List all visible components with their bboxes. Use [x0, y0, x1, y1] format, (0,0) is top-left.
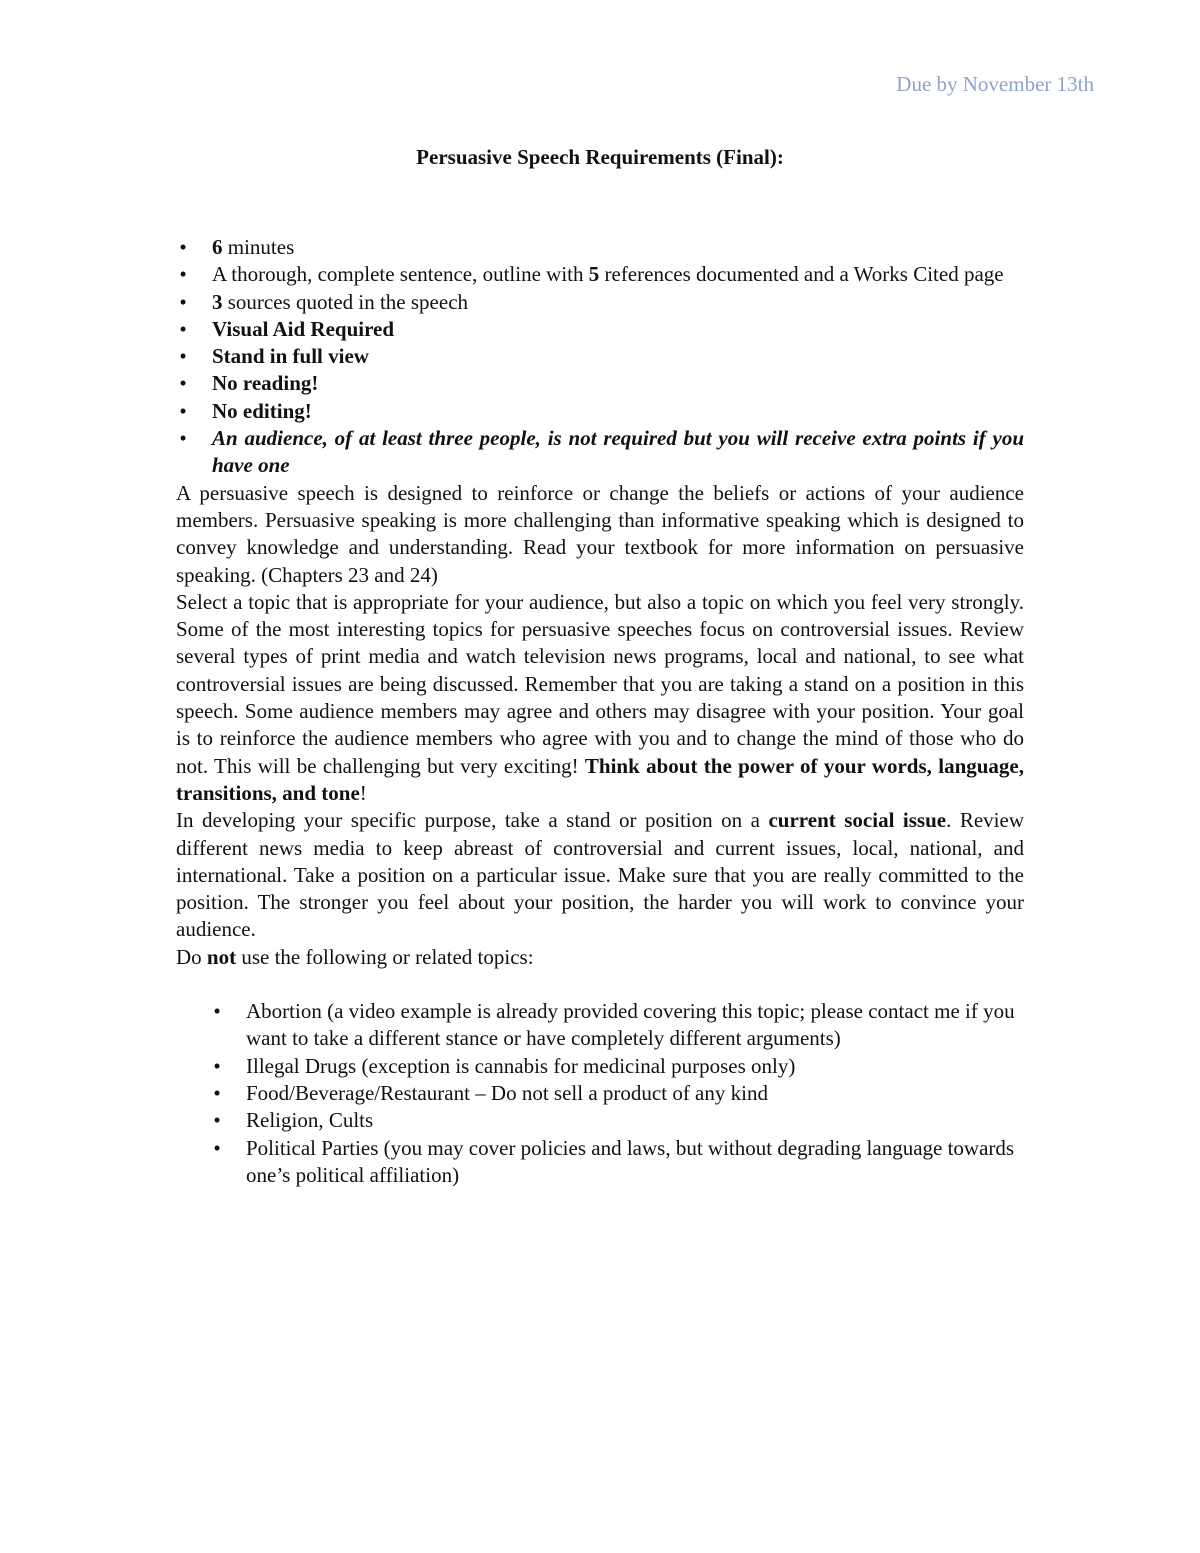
- bullet-icon: •: [213, 1053, 221, 1078]
- requirement-text: No reading!: [212, 371, 319, 396]
- paragraph-text: . Review different news media to keep abreast of controversial and current issues, local, national, and international. Take a position on a particular issue. Make sure that you are really committed to the position. The stronger you feel about your position, the harder you will work to convince your audience.: [176, 808, 1024, 942]
- intro-paragraph: A persuasive speech is designed to reinforce or change the beliefs or actions of your audience members. Persuasive speaking is more challenging than informative speaking which is designed to convey knowledge and understanding. Read your textbook for more information on persuasive speaking. (Chapters 23 and 24): [176, 480, 1024, 587]
- bullet-icon: •: [179, 235, 187, 259]
- emphasis-text: current social issue: [768, 808, 947, 833]
- list-item: [176, 998, 1024, 1053]
- list-item: [176, 1107, 1024, 1134]
- list-item: [176, 1080, 1024, 1107]
- bullet-icon: •: [213, 1135, 221, 1160]
- requirement-text: Visual Aid Required: [212, 316, 395, 341]
- list-item: [176, 234, 1024, 261]
- list-item: [176, 343, 1024, 370]
- due-date: Due by November 13th: [896, 72, 1094, 96]
- topic-paragraph: [176, 589, 1024, 807]
- requirement-text: minutes: [222, 235, 295, 259]
- paragraph-text: use the following or related topics:: [236, 944, 534, 969]
- requirement-text: references documented and a Works Cited page: [599, 262, 1004, 287]
- bullet-icon: •: [213, 999, 221, 1024]
- restriction-paragraph: [176, 944, 1024, 971]
- topic-text: Illegal Drugs (exception is cannabis for medicinal purposes only): [246, 1053, 796, 1078]
- bullet-icon: •: [179, 344, 187, 369]
- paragraph-text: !: [359, 780, 367, 805]
- requirement-number: 6: [212, 235, 223, 259]
- document-body: [176, 234, 1024, 1189]
- bullet-icon: •: [213, 1080, 221, 1105]
- bullet-icon: •: [179, 426, 187, 451]
- bullet-icon: •: [179, 316, 187, 341]
- requirement-number: 3: [212, 289, 223, 314]
- list-item: [176, 316, 1024, 343]
- paragraph-text: Select a topic that is appropriate for your audience, but also a topic on which you feel very strongly. Some of the most interesting topics for persuasive speeches focus on controversial issues. Review several types of print media and watch television news programs, local and national, to see what controversial issues are being discussed. Remember that you are taking a stand on a position in this speech. Some audience members may agree and others may disagree with your position. Your goal is to reinforce the audience members who agree with you and to change the mind of those who do not. This will be challenging but very exciting!: [176, 589, 1024, 778]
- list-item: [176, 289, 1024, 316]
- requirement-number: 5: [588, 262, 600, 287]
- emphasis-text: not: [206, 944, 237, 969]
- requirements-list: [176, 234, 1024, 480]
- list-item: [176, 370, 1024, 397]
- bullet-icon: •: [213, 1108, 221, 1133]
- topic-text: Food/Beverage/Restaurant – Do not sell a product of any kind: [246, 1080, 768, 1105]
- requirement-text: An audience, of at least three people, is not required but you will receive extra points if you have one: [212, 426, 1024, 478]
- emphasis-text: Think about the power of your words, language, transitions, and tone: [176, 753, 1024, 805]
- topic-text: Abortion (a video example is already provided covering this topic; please contact me if you want to take a different stance or have completely different arguments): [246, 999, 1015, 1051]
- list-item: [176, 425, 1024, 480]
- paragraph-text: In developing your specific purpose, take a stand or position on a: [176, 808, 769, 833]
- excluded-topics-list: [176, 998, 1024, 1189]
- topic-text: Political Parties (you may cover policies and laws, but without degrading language towards one’s political affiliation): [246, 1135, 1015, 1187]
- requirement-text: No editing!: [212, 398, 312, 423]
- bullet-icon: •: [179, 289, 187, 314]
- bullet-icon: •: [179, 398, 187, 423]
- bullet-icon: •: [179, 262, 187, 287]
- list-item: [176, 1053, 1024, 1080]
- requirement-text: Stand in full view: [212, 344, 369, 369]
- list-item: [176, 1135, 1024, 1190]
- topic-text: Religion, Cults: [246, 1108, 374, 1133]
- document-title: Persuasive Speech Requirements (Final):: [416, 145, 784, 169]
- list-item: [176, 398, 1024, 425]
- requirement-text: sources quoted in the speech: [222, 289, 469, 314]
- bullet-icon: •: [179, 371, 187, 396]
- purpose-paragraph: [176, 807, 1024, 943]
- paragraph-text: Do: [176, 944, 207, 969]
- list-item: [176, 261, 1024, 288]
- requirement-text: A thorough, complete sentence, outline with: [212, 262, 589, 287]
